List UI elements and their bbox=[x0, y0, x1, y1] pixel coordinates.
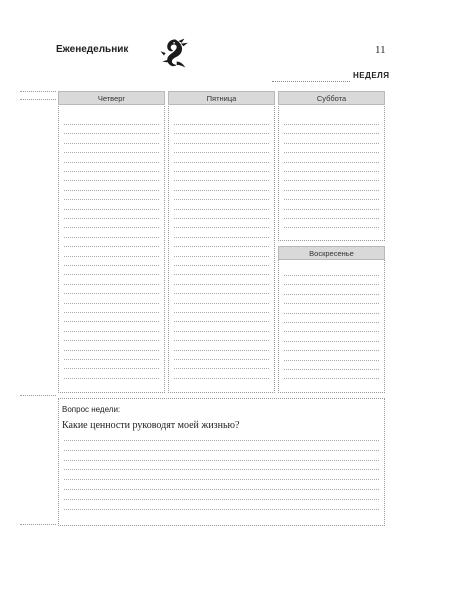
writing-line[interactable] bbox=[64, 450, 379, 451]
writing-line[interactable] bbox=[284, 313, 379, 314]
writing-line[interactable] bbox=[174, 378, 269, 379]
writing-line[interactable] bbox=[284, 227, 379, 228]
writing-line[interactable] bbox=[284, 331, 379, 332]
writing-line[interactable] bbox=[174, 199, 269, 200]
question-label: Вопрос недели: bbox=[62, 405, 121, 414]
writing-line[interactable] bbox=[174, 312, 269, 313]
writing-line[interactable] bbox=[284, 143, 379, 144]
writing-line[interactable] bbox=[64, 368, 159, 369]
writing-line[interactable] bbox=[284, 284, 379, 285]
writing-line[interactable] bbox=[174, 237, 269, 238]
writing-line[interactable] bbox=[174, 171, 269, 172]
writing-line[interactable] bbox=[64, 152, 159, 153]
writing-line[interactable] bbox=[284, 294, 379, 295]
writing-line[interactable] bbox=[284, 133, 379, 134]
writing-line[interactable] bbox=[64, 460, 379, 461]
writing-line[interactable] bbox=[64, 479, 379, 480]
writing-line[interactable] bbox=[64, 312, 159, 313]
writing-line[interactable] bbox=[64, 350, 159, 351]
writing-line[interactable] bbox=[64, 321, 159, 322]
writing-line[interactable] bbox=[64, 331, 159, 332]
writing-line[interactable] bbox=[174, 209, 269, 210]
writing-line[interactable] bbox=[174, 350, 269, 351]
writing-line[interactable] bbox=[64, 246, 159, 247]
writing-line[interactable] bbox=[284, 180, 379, 181]
writing-line[interactable] bbox=[64, 359, 159, 360]
writing-line[interactable] bbox=[64, 171, 159, 172]
writing-line[interactable] bbox=[284, 199, 379, 200]
question-box bbox=[58, 398, 385, 526]
writing-line[interactable] bbox=[174, 331, 269, 332]
writing-line[interactable] bbox=[64, 293, 159, 294]
sunday-box bbox=[278, 246, 385, 393]
writing-line[interactable] bbox=[64, 190, 159, 191]
writing-line[interactable] bbox=[174, 143, 269, 144]
writing-line[interactable] bbox=[174, 218, 269, 219]
writing-line[interactable] bbox=[64, 509, 379, 510]
writing-line[interactable] bbox=[284, 360, 379, 361]
writing-line[interactable] bbox=[284, 190, 379, 191]
writing-line[interactable] bbox=[64, 227, 159, 228]
writing-line[interactable] bbox=[284, 341, 379, 342]
writing-line[interactable] bbox=[64, 284, 159, 285]
writing-line[interactable] bbox=[64, 440, 379, 441]
writing-line[interactable] bbox=[284, 350, 379, 351]
writing-line[interactable] bbox=[174, 227, 269, 228]
writing-line[interactable] bbox=[284, 369, 379, 370]
writing-line[interactable] bbox=[64, 218, 159, 219]
writing-line[interactable] bbox=[284, 322, 379, 323]
writing-line[interactable] bbox=[174, 303, 269, 304]
writing-line[interactable] bbox=[284, 378, 379, 379]
writing-line[interactable] bbox=[64, 489, 379, 490]
writing-line[interactable] bbox=[174, 180, 269, 181]
writing-line[interactable] bbox=[284, 162, 379, 163]
friday-header: Пятница bbox=[168, 91, 275, 105]
writing-line[interactable] bbox=[174, 274, 269, 275]
margin-line-top-2 bbox=[20, 99, 56, 100]
writing-line[interactable] bbox=[284, 171, 379, 172]
page-title: Еженедельник bbox=[56, 44, 129, 55]
writing-line[interactable] bbox=[64, 133, 159, 134]
week-number-field[interactable] bbox=[272, 81, 350, 82]
friday-box bbox=[168, 91, 275, 393]
writing-line[interactable] bbox=[64, 499, 379, 500]
writing-line[interactable] bbox=[64, 274, 159, 275]
page-number: 11 bbox=[375, 44, 386, 56]
writing-line[interactable] bbox=[174, 359, 269, 360]
writing-line[interactable] bbox=[64, 199, 159, 200]
writing-line[interactable] bbox=[64, 237, 159, 238]
writing-line[interactable] bbox=[284, 303, 379, 304]
writing-line[interactable] bbox=[64, 469, 379, 470]
writing-line[interactable] bbox=[64, 209, 159, 210]
writing-line[interactable] bbox=[284, 209, 379, 210]
writing-line[interactable] bbox=[174, 162, 269, 163]
writing-line[interactable] bbox=[174, 133, 269, 134]
dragon-icon bbox=[158, 36, 192, 70]
writing-line[interactable] bbox=[64, 162, 159, 163]
writing-line[interactable] bbox=[174, 368, 269, 369]
writing-line[interactable] bbox=[64, 256, 159, 257]
writing-line[interactable] bbox=[174, 246, 269, 247]
writing-line[interactable] bbox=[64, 143, 159, 144]
writing-line[interactable] bbox=[174, 152, 269, 153]
margin-line-top bbox=[20, 91, 56, 92]
thursday-header: Четверг bbox=[58, 91, 165, 105]
saturday-header: Суббота bbox=[278, 91, 385, 105]
margin-line-bottom bbox=[20, 524, 56, 525]
writing-line[interactable] bbox=[174, 340, 269, 341]
sunday-header: Воскресенье bbox=[278, 246, 385, 260]
writing-line[interactable] bbox=[64, 180, 159, 181]
writing-line[interactable] bbox=[64, 124, 159, 125]
writing-line[interactable] bbox=[174, 190, 269, 191]
writing-line[interactable] bbox=[174, 124, 269, 125]
writing-line[interactable] bbox=[284, 218, 379, 219]
writing-line[interactable] bbox=[64, 340, 159, 341]
margin-line-mid bbox=[20, 395, 56, 396]
writing-line[interactable] bbox=[174, 256, 269, 257]
question-text: Какие ценности руководят моей жизнью? bbox=[62, 420, 240, 431]
writing-line[interactable] bbox=[64, 303, 159, 304]
writing-line[interactable] bbox=[174, 321, 269, 322]
writing-line[interactable] bbox=[174, 284, 269, 285]
writing-line[interactable] bbox=[284, 124, 379, 125]
writing-line[interactable] bbox=[64, 265, 159, 266]
writing-line[interactable] bbox=[174, 293, 269, 294]
writing-line[interactable] bbox=[174, 265, 269, 266]
thursday-box bbox=[58, 91, 165, 393]
week-label: НЕДЕЛЯ bbox=[353, 71, 390, 80]
writing-line[interactable] bbox=[284, 275, 379, 276]
writing-line[interactable] bbox=[284, 152, 379, 153]
writing-line[interactable] bbox=[64, 378, 159, 379]
